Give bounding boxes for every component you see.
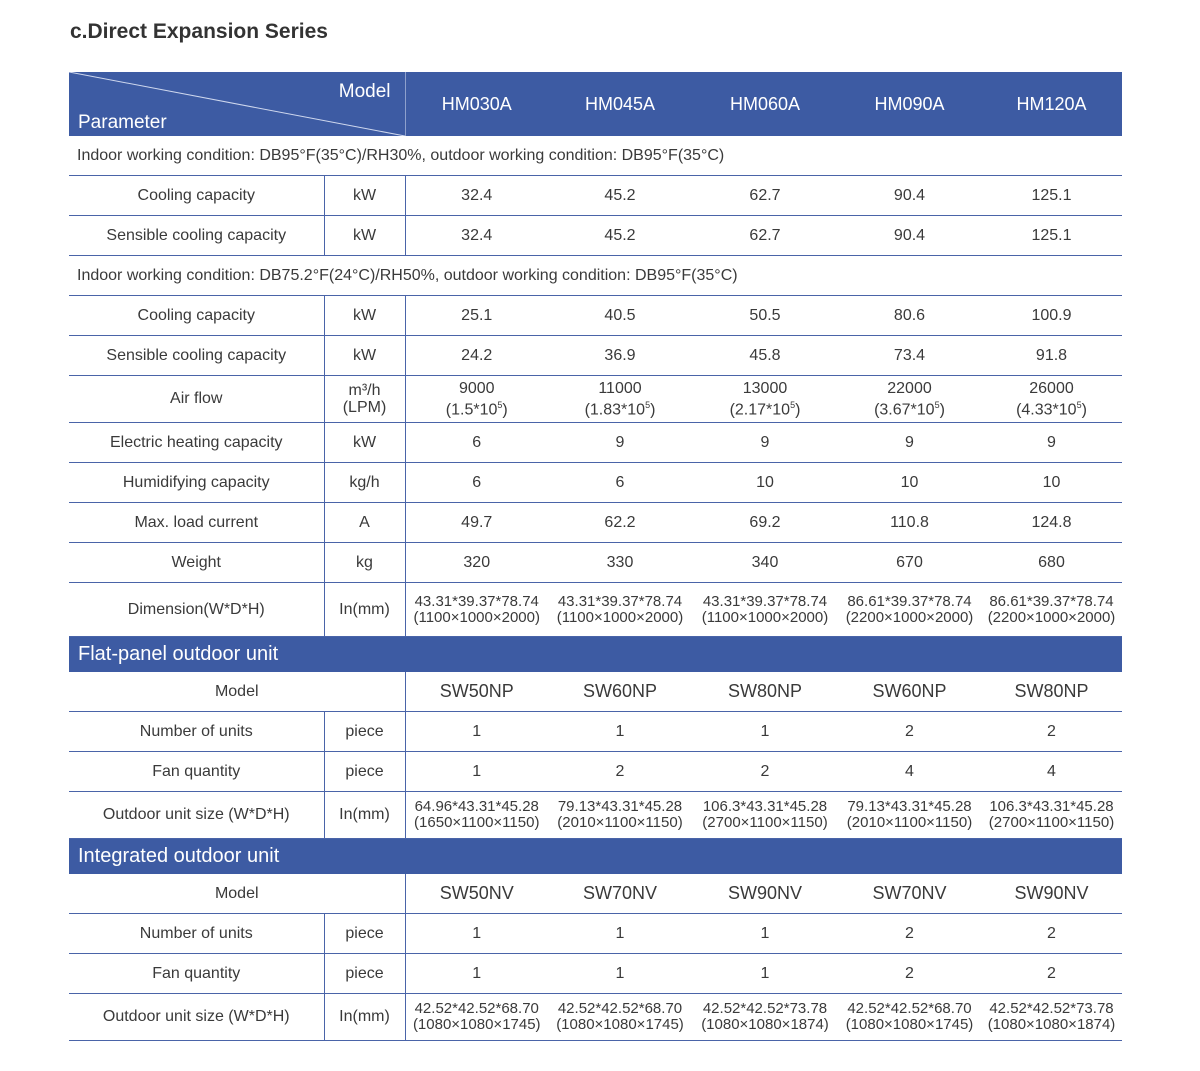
row-label: Fan quantity [69, 752, 324, 792]
row-value: 45.2 [548, 176, 692, 216]
row-value: 9 [838, 423, 981, 463]
value-inches: 64.96*43.31*45.28 [414, 798, 539, 815]
row-value: 24.2 [405, 336, 548, 376]
value-mm: (2700×1100×1150) [988, 814, 1115, 831]
row-unit: kW [324, 216, 405, 256]
row-value: 1 [692, 914, 838, 954]
airflow-lpm [548, 397, 692, 418]
condition-row [69, 136, 1122, 176]
value-mm: (2010×1100×1150) [557, 814, 683, 831]
model-column-header: HM090A [838, 72, 981, 136]
airflow-lpm-close: ) [795, 401, 801, 419]
row-value: 340 [692, 543, 838, 583]
airflow-lpm-exp: 5 [934, 399, 940, 410]
row-value: 320 [405, 543, 548, 583]
row-value [548, 583, 692, 637]
row-unit [324, 376, 405, 423]
airflow-lpm-base: (4.33*10 [1016, 401, 1077, 419]
value-mm: (1080×1080×1745) [412, 1016, 541, 1033]
row-label: Cooling capacity [69, 176, 324, 216]
row-label: Weight [69, 543, 324, 583]
row-value: 2 [981, 954, 1122, 994]
row-value: 9 [548, 423, 692, 463]
row-value: 1 [405, 712, 548, 752]
row-value [838, 792, 981, 839]
value-inches: 42.52*42.52*68.70 [414, 1000, 539, 1017]
row-value: 62.7 [692, 176, 838, 216]
value-inches: 86.61*39.37*78.74 [989, 592, 1114, 610]
row-value: 40.5 [548, 296, 692, 336]
row-value: 110.8 [838, 503, 981, 543]
row-value [405, 376, 548, 423]
row-unit: kW [324, 296, 405, 336]
row-value: 125.1 [981, 216, 1122, 256]
row-value: 4 [838, 752, 981, 792]
section-header [69, 637, 1122, 673]
condition-row [69, 256, 1122, 296]
table-row [69, 336, 1122, 376]
row-value: 25.1 [405, 296, 548, 336]
model-column-header: HM120A [981, 72, 1122, 136]
airflow-lpm [981, 397, 1122, 418]
model-header-label: Model [338, 81, 391, 102]
row-value: 62.2 [548, 503, 692, 543]
row-value: 1 [692, 954, 838, 994]
row-value [548, 792, 692, 839]
outdoor-model: SW90NV [981, 874, 1122, 914]
value-mm: (2010×1100×1150) [846, 814, 973, 831]
row-value [981, 376, 1122, 423]
row-value [838, 994, 981, 1041]
row-value: 100.9 [981, 296, 1122, 336]
row-label: Max. load current [69, 503, 324, 543]
value-inches: 79.13*43.31*45.28 [847, 798, 972, 815]
row-value: 1 [405, 954, 548, 994]
row-label: Number of units [69, 914, 324, 954]
row-value: 50.5 [692, 296, 838, 336]
row-value: 2 [548, 752, 692, 792]
row-value: 6 [405, 463, 548, 503]
row-value: 90.4 [838, 176, 981, 216]
row-unit: piece [324, 752, 405, 792]
airflow-m3h: 26000 [1029, 379, 1074, 397]
row-value: 80.6 [838, 296, 981, 336]
row-value: 1 [548, 914, 692, 954]
value-inches: 86.61*39.37*78.74 [847, 592, 972, 610]
table-row [69, 994, 1122, 1041]
value-inches: 42.52*42.52*68.70 [847, 1000, 972, 1017]
row-unit: kW [324, 423, 405, 463]
page-title: c.Direct Expansion Series [70, 20, 328, 43]
row-value: 125.1 [981, 176, 1122, 216]
row-label: Cooling capacity [69, 296, 324, 336]
airflow-m3h: 22000 [887, 379, 932, 397]
value-inches: 43.31*39.37*78.74 [414, 592, 539, 610]
row-value: 1 [692, 712, 838, 752]
table-row [69, 583, 1122, 637]
value-inches: 79.13*43.31*45.28 [557, 798, 683, 815]
value-mm: (1080×1080×1874) [701, 1016, 829, 1033]
airflow-lpm-close: ) [502, 401, 508, 419]
row-value: 73.4 [838, 336, 981, 376]
unit-bottom: (LPM) [342, 399, 387, 416]
value-mm: (1080×1080×1745) [845, 1016, 974, 1033]
row-label: Humidifying capacity [69, 463, 324, 503]
row-value: 1 [548, 712, 692, 752]
row-value: 2 [692, 752, 838, 792]
row-unit: kW [324, 176, 405, 216]
table-row [69, 914, 1122, 954]
row-value: 670 [838, 543, 981, 583]
row-value: 6 [548, 463, 692, 503]
row-label: Air flow [69, 376, 324, 423]
section-title: Integrated outdoor unit [69, 839, 1122, 875]
row-unit: kg [324, 543, 405, 583]
row-unit: A [324, 503, 405, 543]
table-row [69, 752, 1122, 792]
row-unit: piece [324, 954, 405, 994]
value-inches: 42.52*42.52*73.78 [702, 1000, 828, 1017]
value-mm: (2200×1000×2000) [987, 608, 1116, 626]
value-inches: 106.3*43.31*45.28 [989, 798, 1114, 815]
model-column-header: HM045A [548, 72, 692, 136]
table-row [69, 216, 1122, 256]
airflow-m3h: 9000 [458, 379, 495, 397]
row-value: 10 [981, 463, 1122, 503]
section-title: Flat-panel outdoor unit [69, 637, 1122, 673]
airflow-lpm [692, 397, 838, 418]
table-row [69, 376, 1122, 423]
row-value: 330 [548, 543, 692, 583]
outdoor-model: SW50NV [405, 874, 548, 914]
row-value [692, 994, 838, 1041]
row-label: Outdoor unit size (W*D*H) [69, 792, 324, 839]
value-mm: (2700×1100×1150) [702, 814, 828, 831]
row-value [981, 583, 1122, 637]
table-row [69, 503, 1122, 543]
outdoor-model: SW70NV [838, 874, 981, 914]
row-label: Sensible cooling capacity [69, 336, 324, 376]
row-label: Dimension(W*D*H) [69, 583, 324, 637]
value-mm: (1100×1000×2000) [701, 608, 829, 626]
airflow-lpm [406, 397, 549, 418]
row-value: 2 [838, 954, 981, 994]
airflow-lpm-close: ) [939, 401, 945, 419]
airflow-lpm-close: ) [650, 401, 656, 419]
outdoor-model: SW80NP [692, 672, 838, 712]
row-value [405, 792, 548, 839]
value-mm: (2200×1000×2000) [845, 608, 974, 626]
airflow-lpm [838, 397, 981, 418]
row-value: 2 [838, 914, 981, 954]
airflow-m3h: 11000 [598, 379, 642, 397]
row-value: 9 [692, 423, 838, 463]
row-label: Outdoor unit size (W*D*H) [69, 994, 324, 1041]
airflow-lpm-exp: 5 [645, 399, 651, 410]
row-value: 10 [692, 463, 838, 503]
airflow-lpm-exp: 5 [497, 399, 503, 410]
model-label: Model [69, 672, 405, 712]
table-row [69, 792, 1122, 839]
row-unit: In(mm) [324, 792, 405, 839]
row-label: Fan quantity [69, 954, 324, 994]
value-inches: 42.52*42.52*68.70 [557, 1000, 683, 1017]
row-unit: piece [324, 712, 405, 752]
row-unit: kW [324, 336, 405, 376]
model-column-header: HM030A [405, 72, 548, 136]
table-row [69, 954, 1122, 994]
airflow-lpm-base: (1.5*10 [445, 401, 498, 419]
row-value: 4 [981, 752, 1122, 792]
row-value: 90.4 [838, 216, 981, 256]
outdoor-model: SW50NP [405, 672, 548, 712]
outdoor-model: SW60NP [838, 672, 981, 712]
row-label: Number of units [69, 712, 324, 752]
outdoor-model: SW90NV [692, 874, 838, 914]
model-row [69, 672, 1122, 712]
outdoor-model: SW70NV [548, 874, 692, 914]
value-mm: (1100×1000×2000) [413, 608, 540, 626]
row-value: 1 [548, 954, 692, 994]
table-row [69, 423, 1122, 463]
value-mm: (1080×1080×1745) [556, 1016, 684, 1033]
parameter-header-label: Parameter [78, 112, 167, 133]
row-value: 91.8 [981, 336, 1122, 376]
airflow-lpm-close: ) [1081, 401, 1087, 419]
row-value: 124.8 [981, 503, 1122, 543]
value-mm: (1650×1100×1150) [414, 814, 540, 831]
row-value: 69.2 [692, 503, 838, 543]
row-value [548, 376, 692, 423]
condition-text: Indoor working condition: DB75.2°F(24°C)/RH50%, outdoor working condition: DB95°F(35°C) [69, 256, 1122, 296]
value-mm: (1080×1080×1874) [987, 1016, 1116, 1033]
model-label: Model [69, 874, 405, 914]
row-unit: kg/h [324, 463, 405, 503]
row-label: Sensible cooling capacity [69, 216, 324, 256]
row-value: 32.4 [405, 216, 548, 256]
header-corner [69, 72, 405, 136]
value-inches: 106.3*43.31*45.28 [702, 798, 828, 815]
row-value: 45.8 [692, 336, 838, 376]
row-value: 49.7 [405, 503, 548, 543]
row-value: 680 [981, 543, 1122, 583]
airflow-lpm-exp: 5 [790, 399, 796, 410]
row-value: 2 [981, 914, 1122, 954]
row-value: 62.7 [692, 216, 838, 256]
outdoor-model: SW80NP [981, 672, 1122, 712]
row-value: 36.9 [548, 336, 692, 376]
row-unit: In(mm) [324, 583, 405, 637]
row-value: 10 [838, 463, 981, 503]
section-header [69, 839, 1122, 875]
row-value: 6 [405, 423, 548, 463]
airflow-lpm-base: (1.83*10 [584, 401, 646, 419]
airflow-lpm-base: (2.17*10 [729, 401, 791, 419]
row-value [692, 583, 838, 637]
row-value: 2 [981, 712, 1122, 752]
row-value: 1 [405, 914, 548, 954]
row-label: Electric heating capacity [69, 423, 324, 463]
spec-table [69, 72, 1122, 1041]
model-column-header: HM060A [692, 72, 838, 136]
row-unit: piece [324, 914, 405, 954]
table-row [69, 712, 1122, 752]
row-value: 1 [405, 752, 548, 792]
row-unit: In(mm) [324, 994, 405, 1041]
airflow-m3h: 13000 [742, 379, 788, 397]
outdoor-model: SW60NP [548, 672, 692, 712]
table-row [69, 543, 1122, 583]
table-row [69, 296, 1122, 336]
row-value [692, 792, 838, 839]
table-row [69, 176, 1122, 216]
row-value [838, 583, 981, 637]
model-row [69, 874, 1122, 914]
row-value: 32.4 [405, 176, 548, 216]
row-value: 45.2 [548, 216, 692, 256]
table-header [69, 72, 1122, 136]
row-value [838, 376, 981, 423]
value-inches: 42.52*42.52*73.78 [989, 1000, 1114, 1017]
value-inches: 43.31*39.37*78.74 [702, 592, 828, 610]
row-value [981, 994, 1122, 1041]
row-value [405, 583, 548, 637]
condition-text: Indoor working condition: DB95°F(35°C)/RH30%, outdoor working condition: DB95°F(35°C) [69, 136, 1122, 176]
unit-top: m³/h [348, 382, 381, 399]
row-value [548, 994, 692, 1041]
row-value [405, 994, 548, 1041]
row-value: 9 [981, 423, 1122, 463]
table-row [69, 463, 1122, 503]
airflow-lpm-base: (3.67*10 [874, 401, 935, 419]
airflow-lpm-exp: 5 [1076, 399, 1082, 410]
row-value [692, 376, 838, 423]
value-mm: (1100×1000×2000) [556, 608, 684, 626]
row-value [981, 792, 1122, 839]
value-inches: 43.31*39.37*78.74 [557, 592, 683, 610]
row-value: 2 [838, 712, 981, 752]
